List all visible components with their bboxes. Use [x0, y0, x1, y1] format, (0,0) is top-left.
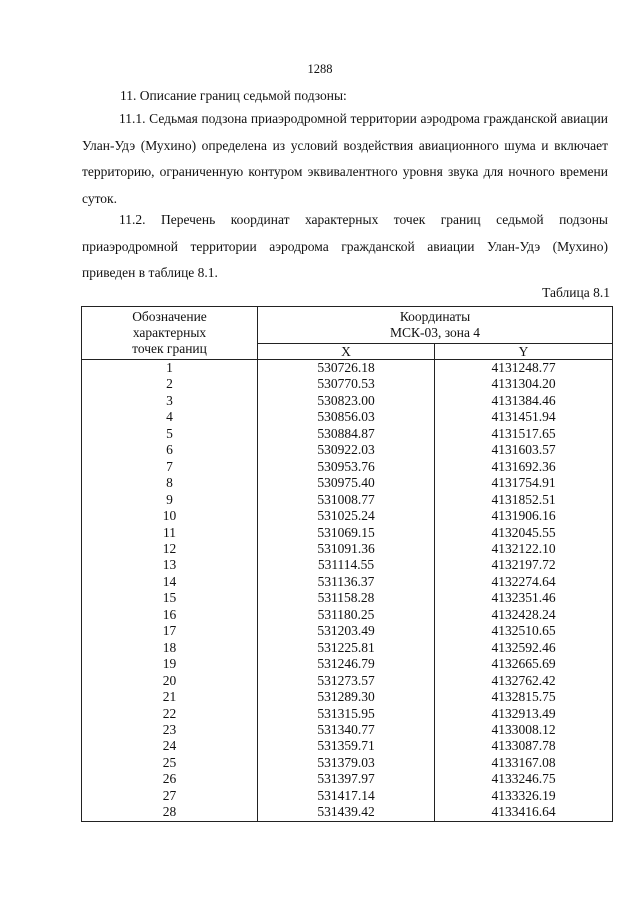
- point-number-cell: 23: [82, 722, 258, 738]
- header-y: Y: [435, 344, 613, 360]
- point-number-cell: 2: [82, 376, 258, 392]
- table-row: [82, 673, 613, 689]
- point-number-cell: 28: [82, 804, 258, 821]
- y-coordinate-cell: 4132592.46: [435, 640, 613, 656]
- x-coordinate-cell: 530726.18: [258, 360, 435, 377]
- point-number-cell: 4: [82, 409, 258, 425]
- table-row: [82, 508, 613, 524]
- point-number-cell: 17: [82, 623, 258, 639]
- table-row: [82, 804, 613, 821]
- point-number-cell: 20: [82, 673, 258, 689]
- x-coordinate-cell: 531417.14: [258, 788, 435, 804]
- table-row: [82, 525, 613, 541]
- table-caption: Таблица 8.1: [542, 285, 610, 300]
- y-coordinate-cell: 4133087.78: [435, 738, 613, 754]
- table-row: [82, 590, 613, 606]
- y-coordinate-cell: 4132815.75: [435, 689, 613, 705]
- header-x: X: [258, 344, 435, 360]
- point-number-cell: 18: [82, 640, 258, 656]
- header-point-line1: Обозначение: [132, 309, 207, 324]
- table-row: [82, 706, 613, 722]
- table-row: [82, 607, 613, 623]
- point-number-cell: 10: [82, 508, 258, 524]
- x-coordinate-cell: 531069.15: [258, 525, 435, 541]
- point-number-cell: 5: [82, 426, 258, 442]
- x-coordinate-cell: 531114.55: [258, 557, 435, 573]
- point-number-cell: 15: [82, 590, 258, 606]
- y-coordinate-cell: 4133246.75: [435, 771, 613, 787]
- y-coordinate-cell: 4131451.94: [435, 409, 613, 425]
- table-row: [82, 475, 613, 491]
- y-coordinate-cell: 4133416.64: [435, 804, 613, 821]
- y-coordinate-cell: 4132913.49: [435, 706, 613, 722]
- table-row: [82, 541, 613, 557]
- y-coordinate-cell: 4132274.64: [435, 574, 613, 590]
- point-number-cell: 22: [82, 706, 258, 722]
- y-coordinate-cell: 4131304.20: [435, 376, 613, 392]
- x-coordinate-cell: 530922.03: [258, 442, 435, 458]
- table-row: [82, 442, 613, 458]
- point-number-cell: 3: [82, 393, 258, 409]
- paragraph-11-1: 11.1. Седьмая подзона приаэродромной территории аэродрома гражданской авиации Улан-Удэ (Мухино) определена из условий воздействия авиационного шума и включает территорию, ограниченную контуром эквивалентного уровня звука для ночного времени суток.: [82, 111, 608, 206]
- header-point-line2: характерных: [132, 325, 207, 340]
- x-coordinate-cell: 531158.28: [258, 590, 435, 606]
- y-coordinate-cell: 4132122.10: [435, 541, 613, 557]
- x-coordinate-cell: 531359.71: [258, 738, 435, 754]
- x-coordinate-cell: 531180.25: [258, 607, 435, 623]
- y-coordinate-cell: 4132665.69: [435, 656, 613, 672]
- x-coordinate-cell: 531203.49: [258, 623, 435, 639]
- point-number-cell: 26: [82, 771, 258, 787]
- y-coordinate-cell: 4132428.24: [435, 607, 613, 623]
- x-coordinate-cell: 531340.77: [258, 722, 435, 738]
- table-row: [82, 788, 613, 804]
- section-heading: 11. Описание границ седьмой подзоны:: [120, 88, 347, 103]
- table-row: [82, 360, 613, 377]
- table-row: [82, 771, 613, 787]
- x-coordinate-cell: 531246.79: [258, 656, 435, 672]
- point-number-cell: 19: [82, 656, 258, 672]
- x-coordinate-cell: 531091.36: [258, 541, 435, 557]
- table-row: [82, 492, 613, 508]
- paragraph-11-2: 11.2. Перечень координат характерных точек границ седьмой подзоны приаэродромной территории аэродрома гражданской авиации Улан-Удэ (Мухино) приведен в таблице 8.1.: [82, 212, 608, 280]
- x-coordinate-cell: 530975.40: [258, 475, 435, 491]
- point-number-cell: 6: [82, 442, 258, 458]
- table-row: [82, 722, 613, 738]
- table-row: [82, 426, 613, 442]
- point-number-cell: 13: [82, 557, 258, 573]
- header-coordinates-line1: Координаты: [399, 309, 471, 324]
- y-coordinate-cell: 4131384.46: [435, 393, 613, 409]
- point-number-cell: 7: [82, 459, 258, 475]
- table-row: [82, 574, 613, 590]
- table-row: [82, 689, 613, 705]
- y-coordinate-cell: 4131906.16: [435, 508, 613, 524]
- point-number-cell: 14: [82, 574, 258, 590]
- table-row: [82, 459, 613, 475]
- table-row: [82, 738, 613, 754]
- point-number-cell: 16: [82, 607, 258, 623]
- x-coordinate-cell: 531273.57: [258, 673, 435, 689]
- y-coordinate-cell: 4133167.08: [435, 755, 613, 771]
- header-coordinates: [258, 307, 613, 344]
- x-coordinate-cell: 530823.00: [258, 393, 435, 409]
- y-coordinate-cell: 4131754.91: [435, 475, 613, 491]
- x-coordinate-cell: 531289.30: [258, 689, 435, 705]
- x-coordinate-cell: 531025.24: [258, 508, 435, 524]
- table-row: [82, 376, 613, 392]
- y-coordinate-cell: 4132197.72: [435, 557, 613, 573]
- y-coordinate-cell: 4132510.65: [435, 623, 613, 639]
- y-coordinate-cell: 4133326.19: [435, 788, 613, 804]
- y-coordinate-cell: 4132045.55: [435, 525, 613, 541]
- table-row: [82, 557, 613, 573]
- header-point-designation: [82, 307, 258, 360]
- x-coordinate-cell: 531008.77: [258, 492, 435, 508]
- y-coordinate-cell: 4131517.65: [435, 426, 613, 442]
- point-number-cell: 27: [82, 788, 258, 804]
- x-coordinate-cell: 531315.95: [258, 706, 435, 722]
- point-number-cell: 9: [82, 492, 258, 508]
- page-number: 1288: [307, 62, 333, 76]
- y-coordinate-cell: 4132762.42: [435, 673, 613, 689]
- header-coordinates-line2: МСК-03, зона 4: [389, 325, 481, 340]
- point-number-cell: 8: [82, 475, 258, 491]
- table-row: [82, 656, 613, 672]
- x-coordinate-cell: 531379.03: [258, 755, 435, 771]
- x-coordinate-cell: 530884.87: [258, 426, 435, 442]
- table-row: [82, 409, 613, 425]
- x-coordinate-cell: 531136.37: [258, 574, 435, 590]
- y-coordinate-cell: 4131692.36: [435, 459, 613, 475]
- point-number-cell: 25: [82, 755, 258, 771]
- y-coordinate-cell: 4131603.57: [435, 442, 613, 458]
- coordinates-table: [81, 306, 613, 822]
- y-coordinate-cell: 4132351.46: [435, 590, 613, 606]
- x-coordinate-cell: 531439.42: [258, 804, 435, 821]
- point-number-cell: 24: [82, 738, 258, 754]
- x-coordinate-cell: 530770.53: [258, 376, 435, 392]
- header-point-line3: точек границ: [132, 341, 207, 356]
- x-coordinate-cell: 531397.97: [258, 771, 435, 787]
- x-coordinate-cell: 530953.76: [258, 459, 435, 475]
- table-row: [82, 623, 613, 639]
- y-coordinate-cell: 4131248.77: [435, 360, 613, 377]
- table-row: [82, 393, 613, 409]
- y-coordinate-cell: 4133008.12: [435, 722, 613, 738]
- table-row: [82, 640, 613, 656]
- point-number-cell: 21: [82, 689, 258, 705]
- table-row: [82, 755, 613, 771]
- x-coordinate-cell: 531225.81: [258, 640, 435, 656]
- point-number-cell: 12: [82, 541, 258, 557]
- x-coordinate-cell: 530856.03: [258, 409, 435, 425]
- point-number-cell: 1: [82, 360, 258, 377]
- y-coordinate-cell: 4131852.51: [435, 492, 613, 508]
- point-number-cell: 11: [82, 525, 258, 541]
